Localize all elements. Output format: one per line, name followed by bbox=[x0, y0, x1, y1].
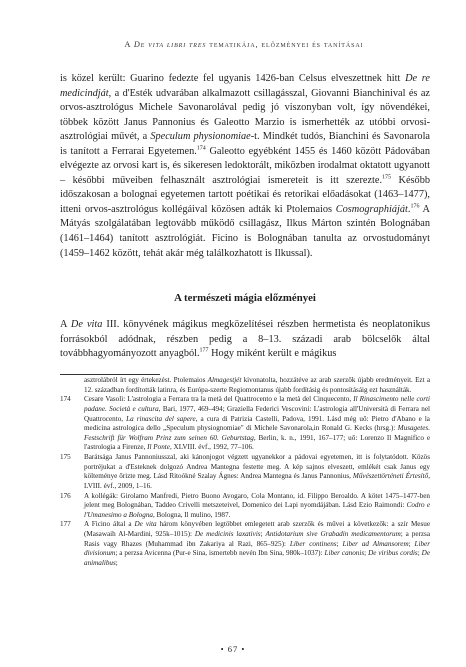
text-span: A Ficino által a bbox=[84, 520, 135, 529]
text-span: ; bbox=[336, 539, 343, 548]
footnote-number: 176 bbox=[60, 491, 71, 500]
text-span: , LVIII. évf., 2009, 1–16. bbox=[84, 472, 430, 490]
italic-span: De re medicindját bbox=[60, 73, 430, 99]
italic-span: De animalibus bbox=[84, 549, 430, 567]
italic-span: Liber divisionum bbox=[84, 539, 430, 558]
footnote-rule bbox=[60, 374, 160, 375]
text-span: ; bbox=[115, 558, 118, 567]
footnote-number: 177 bbox=[60, 520, 71, 529]
italic-span: Codro e l'Umanesimo a Bologna bbox=[84, 501, 430, 519]
footnote-number: 175 bbox=[60, 453, 71, 461]
text-span: ; bbox=[364, 549, 369, 558]
body-paragraph-2 bbox=[60, 318, 430, 362]
italic-span: De vita bbox=[70, 319, 103, 330]
text-span: ; a perzsa Avicenna (Pur-e Sina, ismertebb nevén Ibn Sina, 980k–1037): bbox=[115, 549, 325, 558]
italic-span: Il Rinascimento nelle corti padane. Società e cultura bbox=[84, 395, 431, 413]
text-span: . bbox=[407, 203, 411, 215]
footnote bbox=[60, 492, 430, 521]
text-span: A kollégák: Girolamo Manfredi, Pietro Buono Avogaro, Cola Montano, id. Filippo Beroaldo. A kötet 1475–1477-ben jelent meg Bolognában, Taddeo Crivelli metszeteivel, Domenico dei Lapi nyomdájában. Lásd Ezio Raimondi: bbox=[84, 491, 430, 510]
italic-span: De medicinis laxativis bbox=[194, 530, 261, 538]
text-span: kivonatolta, hozzátéve az arab szerzők újabb eredményeit. Ezt a 12. században fordították latinra, és Európa-szerte Regiomontanus újabb fordításig és pontosításáig ezt használták. bbox=[84, 376, 430, 394]
italic-span: Antidotarium sive Grabadin medicamentorum bbox=[265, 530, 401, 538]
text-span: Cesare Vasoli: L'astrologia a Ferrara tra la metà del Quattrocento e la metà del Cinquecento, bbox=[84, 395, 354, 404]
text-span: A bbox=[60, 319, 71, 330]
italic-span: De vita bbox=[134, 520, 157, 529]
text-span: , XLVIII. évf., 1992, 77–106. bbox=[169, 443, 254, 452]
text-span: Galeotto egyébként 1455 és 1460 között Pádovában elvégezte az orvosi kart is, és sikeresen ledoktorált, miközben irodalmat oktatott ugyanott – későbbi műveiben felhasznált asztrológiai ismereteit is itt szerezte. bbox=[60, 145, 430, 186]
italic-span: Művészettörténeti Értesítő bbox=[352, 472, 429, 481]
italic-span: Speculum physionomiae bbox=[150, 131, 251, 143]
italic-span: Cosmographiáját bbox=[335, 203, 408, 215]
footnote-ref: 177 bbox=[199, 347, 209, 354]
text-span: , a cura di Patrizia Castelli, Padova, 1991. Lásd még uő: Pietro d'Abano e la medicina astrologica dello „Speculum physiognomiae" di Michele Savonarola,in Ronald G. Kecks (hrsg.): bbox=[84, 414, 430, 433]
paragraph bbox=[60, 72, 430, 261]
footnote-ref: 175 bbox=[382, 174, 392, 181]
text-span: III. könyvének mágikus megközelítései részben hermetista és neoplatonikus forrásokból adódnak, részben pedig a 8–13. századi arab bölcselők által továbbhagyományozott anyagból. bbox=[60, 319, 430, 360]
footnote bbox=[60, 395, 430, 453]
section-heading: A természeti mágia előzményei bbox=[174, 292, 316, 304]
italic-span: De viribus cordis bbox=[368, 549, 418, 558]
footnote bbox=[60, 376, 430, 395]
text-span: asztrolábról írt egy értekezést. Ptolemaios bbox=[84, 376, 208, 384]
text-span: három könyvében legtöbbet emlegetett arab szerzők és művei a következők: a szír Mesue (Masawaih Al-Mardini, 925k–1015): bbox=[84, 520, 430, 538]
footnote-ref: 174 bbox=[196, 145, 206, 152]
running-head-title: De vita libri tres bbox=[133, 40, 207, 49]
text-span: ; bbox=[260, 530, 266, 538]
footnote-number: 174 bbox=[60, 395, 71, 404]
italic-span: Musagetes. Festschrift für Wolfram Prinz zum seinen 60. Geburtstag bbox=[84, 424, 430, 442]
text-span: , a d'Esték udvarában alkalmazott csillagásszal, Giovanni Bianchinival és az orvos-asztrológus Michele Savonarolával pedig jó viszonyban volt, így növendékei, többek között Janus Pannonius és Galeotto Marzio is ismerhették az utóbbi orvosi-asztrológiai művét, a bbox=[60, 87, 430, 143]
running-head-suffix: tematikája, előzményei és tanításai bbox=[206, 40, 364, 49]
footnote bbox=[60, 453, 430, 492]
footnotes bbox=[60, 376, 430, 569]
italic-span: Liber continens bbox=[289, 539, 337, 548]
text-span: -t. Mindkét tudós, Bianchini és Savonarola is tanított a Ferrarai Egyetemen. bbox=[60, 131, 430, 157]
text-span: Barátsága Janus Pannoniusszal, aki kánonjogot végzett ugyanekkor a pádovai egyetemen, itt is folytatódott. Közös portréjukat a d'Esteknek dolgozó Andrea Mantegna festette meg. A kép sajnos elveszett, emlékét csak Janus egy költeménye őrizte meg. Lásd Ritoókné Szalay Ágnes: Andrea Mantegna és Janus Pannonius, bbox=[84, 453, 430, 481]
page-number: • 67 • bbox=[220, 644, 246, 654]
text-span: Később időszakosan a bolognai egyetemen tartott poétikai és retorikai előadásokat (1463–1477), itteni orvos-asztrológus kollégáival közösen adták ki Ptolemaios bbox=[60, 174, 430, 215]
italic-span: Liber ad Almansorem bbox=[342, 539, 409, 548]
footnote-ref: 176 bbox=[410, 203, 420, 210]
body-paragraph-1 bbox=[60, 72, 430, 261]
text-span: , Bologna, Il mulino, 1987. bbox=[152, 510, 231, 519]
running-head-prefix: A bbox=[124, 40, 134, 49]
text-span: ; bbox=[417, 549, 422, 558]
running-head bbox=[60, 40, 428, 49]
text-span: is közel került: Guarino fedezte fel ugyanis 1426-ban Celsus elveszettnek hitt bbox=[60, 73, 406, 84]
text-span: ; bbox=[408, 539, 415, 548]
italic-span: Almagestjét bbox=[207, 376, 242, 384]
italic-span: Liber canonis bbox=[324, 549, 365, 558]
text-span: , Bari, 1977, 469–494; Graziella Federici Vescovini: L'astrologia all'Università di Ferrara nel Quattrocento, bbox=[84, 404, 430, 423]
footnote bbox=[60, 520, 430, 568]
text-span: ; a perzsa Rasis vagy Rhazes (Muhammad ibn Zakariya al Razi, 865–925): bbox=[84, 530, 430, 548]
text-span: , Berlin, k. n., 1991, 167–177; uő: Lorenzo Il Magnifico e l'astrologia a Firenze, bbox=[84, 433, 430, 452]
italic-span: La rinascita del sapere bbox=[126, 414, 196, 423]
text-span: Hogy miként került e mágikus bbox=[208, 348, 337, 360]
paragraph bbox=[60, 318, 430, 362]
text-span: A Mátyás szolgálatában legtovább működő csillagász, Ilkus Márton szintén Bolognában (1461–1464) tanított asztrológiát. Ficino is Bolognában tanulta az orvostudományt (1459–1462 között, tehát akár még találkozhatott is Ilkussal). bbox=[60, 203, 430, 259]
italic-span: Il Ponte bbox=[147, 443, 170, 452]
